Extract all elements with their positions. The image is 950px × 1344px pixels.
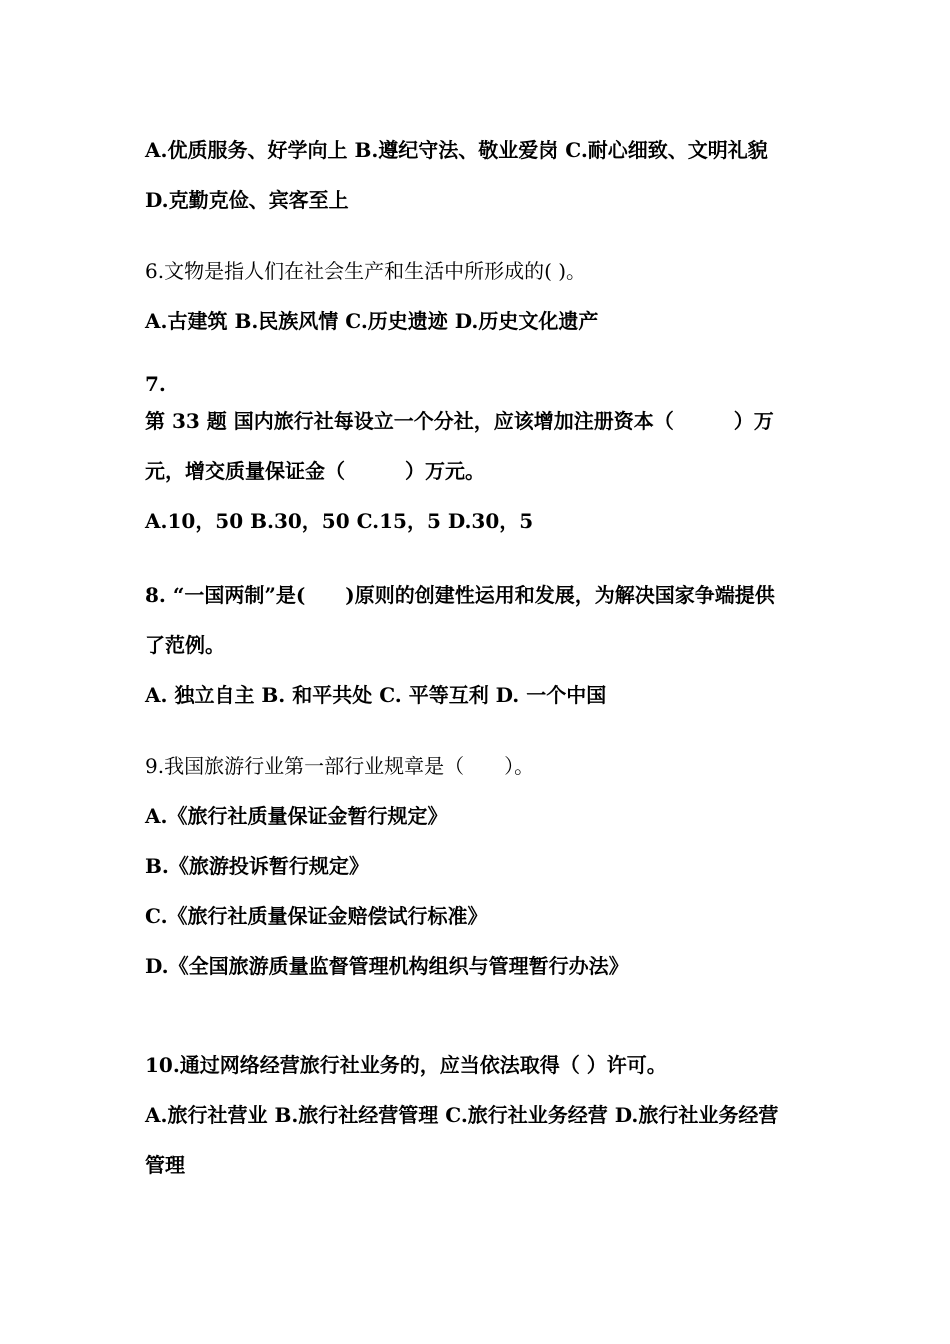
q7-stem-line2: 元，增交质量保证金（ ）万元。 xyxy=(145,459,485,483)
q5-options-line2: D.克勤克俭、宾客至上 xyxy=(145,188,349,212)
q7-options: A.10，50 B.30，50 C.15，5 D.30，5 xyxy=(145,509,534,533)
q9-option-b: B.《旅游投诉暂行规定》 xyxy=(145,854,369,878)
q9-option-d: D.《全国旅游质量监督管理机构组织与管理暂行办法》 xyxy=(145,954,629,978)
q8-stem-line2: 了范例。 xyxy=(145,633,225,657)
q10-options-line2: 管理 xyxy=(145,1153,185,1177)
q7-stem-line1: 第 33 题 国内旅行社每设立一个分社，应该增加注册资本（ ）万 xyxy=(145,409,774,433)
q9-option-a: A.《旅行社质量保证金暂行规定》 xyxy=(145,804,448,828)
q9-option-c: C.《旅行社质量保证金赔偿试行标准》 xyxy=(145,904,488,928)
q10-stem: 10.通过网络经营旅行社业务的，应当依法取得（ ）许可。 xyxy=(145,1053,667,1077)
q6-options: A.古建筑 B.民族风情 C.历史遗迹 D.历史文化遗产 xyxy=(145,309,599,333)
q5-options-line1: A.优质服务、好学向上 B.遵纪守法、敬业爱岗 C.耐心细致、文明礼貌 xyxy=(145,138,768,162)
q7-number: 7. xyxy=(145,372,166,396)
q8-stem-line1: 8. “一国两制”是( )原则的创建性运用和发展，为解决国家争端提供 xyxy=(145,583,775,607)
q10-options-line1: A.旅行社营业 B.旅行社经营管理 C.旅行社业务经营 D.旅行社业务经营 xyxy=(145,1103,779,1127)
q6-stem: 6.文物是指人们在社会生产和生活中所形成的( )。 xyxy=(145,259,587,283)
q9-stem: 9.我国旅游行业第一部行业规章是（ ）。 xyxy=(145,754,535,778)
q8-options: A. 独立自主 B. 和平共处 C. 平等互利 D. 一个中国 xyxy=(145,683,607,707)
